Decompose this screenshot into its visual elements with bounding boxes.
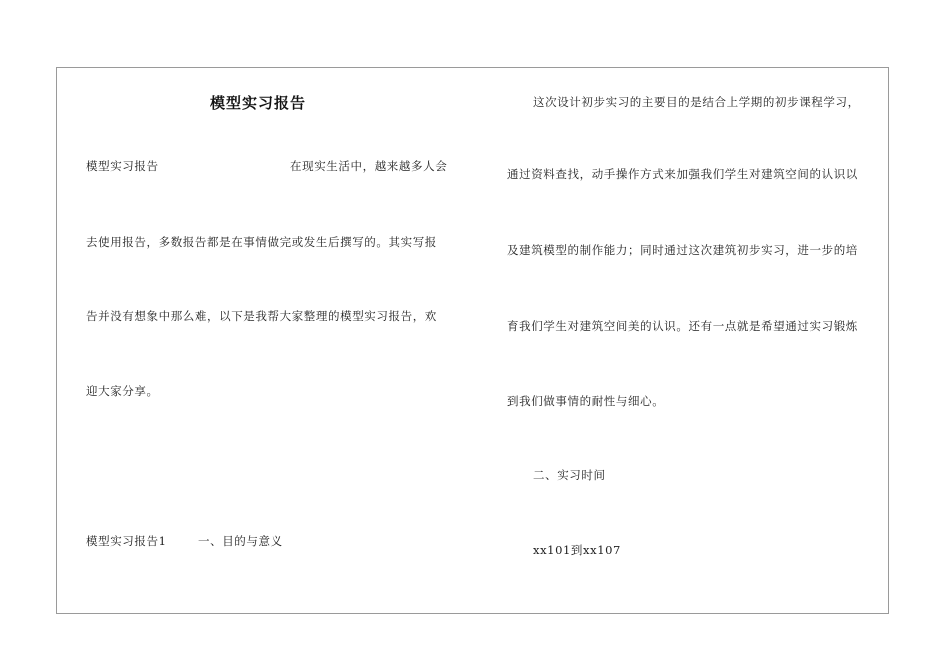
section-heading: 一、目的与意义: [198, 534, 283, 548]
right-paragraph-line-2: 通过资料查找，动手操作方式来加强我们学生对建筑空间的认识以: [507, 167, 858, 181]
right-paragraph-line-5: 到我们做事情的耐性与细心。: [507, 394, 665, 408]
left-paragraph-line-3: 迎大家分享。: [86, 384, 159, 398]
intro-label: 模型实习报告: [86, 159, 159, 173]
left-paragraph-line-2: 告并没有想象中那么难，以下是我帮大家整理的模型实习报告，欢: [86, 309, 437, 323]
intro-lead: 在现实生活中，越来越多人会: [290, 159, 448, 173]
left-paragraph-line-1: 去使用报告，多数报告都是在事情做完或发生后撰写的。其实写报: [86, 235, 437, 249]
right-paragraph-line-4: 育我们学生对建筑空间美的认识。还有一点就是希望通过实习锻炼: [507, 319, 858, 333]
page-frame: [56, 67, 889, 614]
right-paragraph-line-3: 及建筑模型的制作能力；同时通过这次建筑初步实习，进一步的培: [507, 243, 858, 257]
right-paragraph-line-1: 这次设计初步实习的主要目的是结合上学期的初步课程学习，: [533, 95, 860, 109]
time-heading: 二、实习时间: [533, 468, 606, 482]
time-value: xx101到xx107: [533, 543, 621, 557]
section-label: 模型实习报告1: [86, 534, 167, 548]
document-title: 模型实习报告: [210, 94, 307, 112]
